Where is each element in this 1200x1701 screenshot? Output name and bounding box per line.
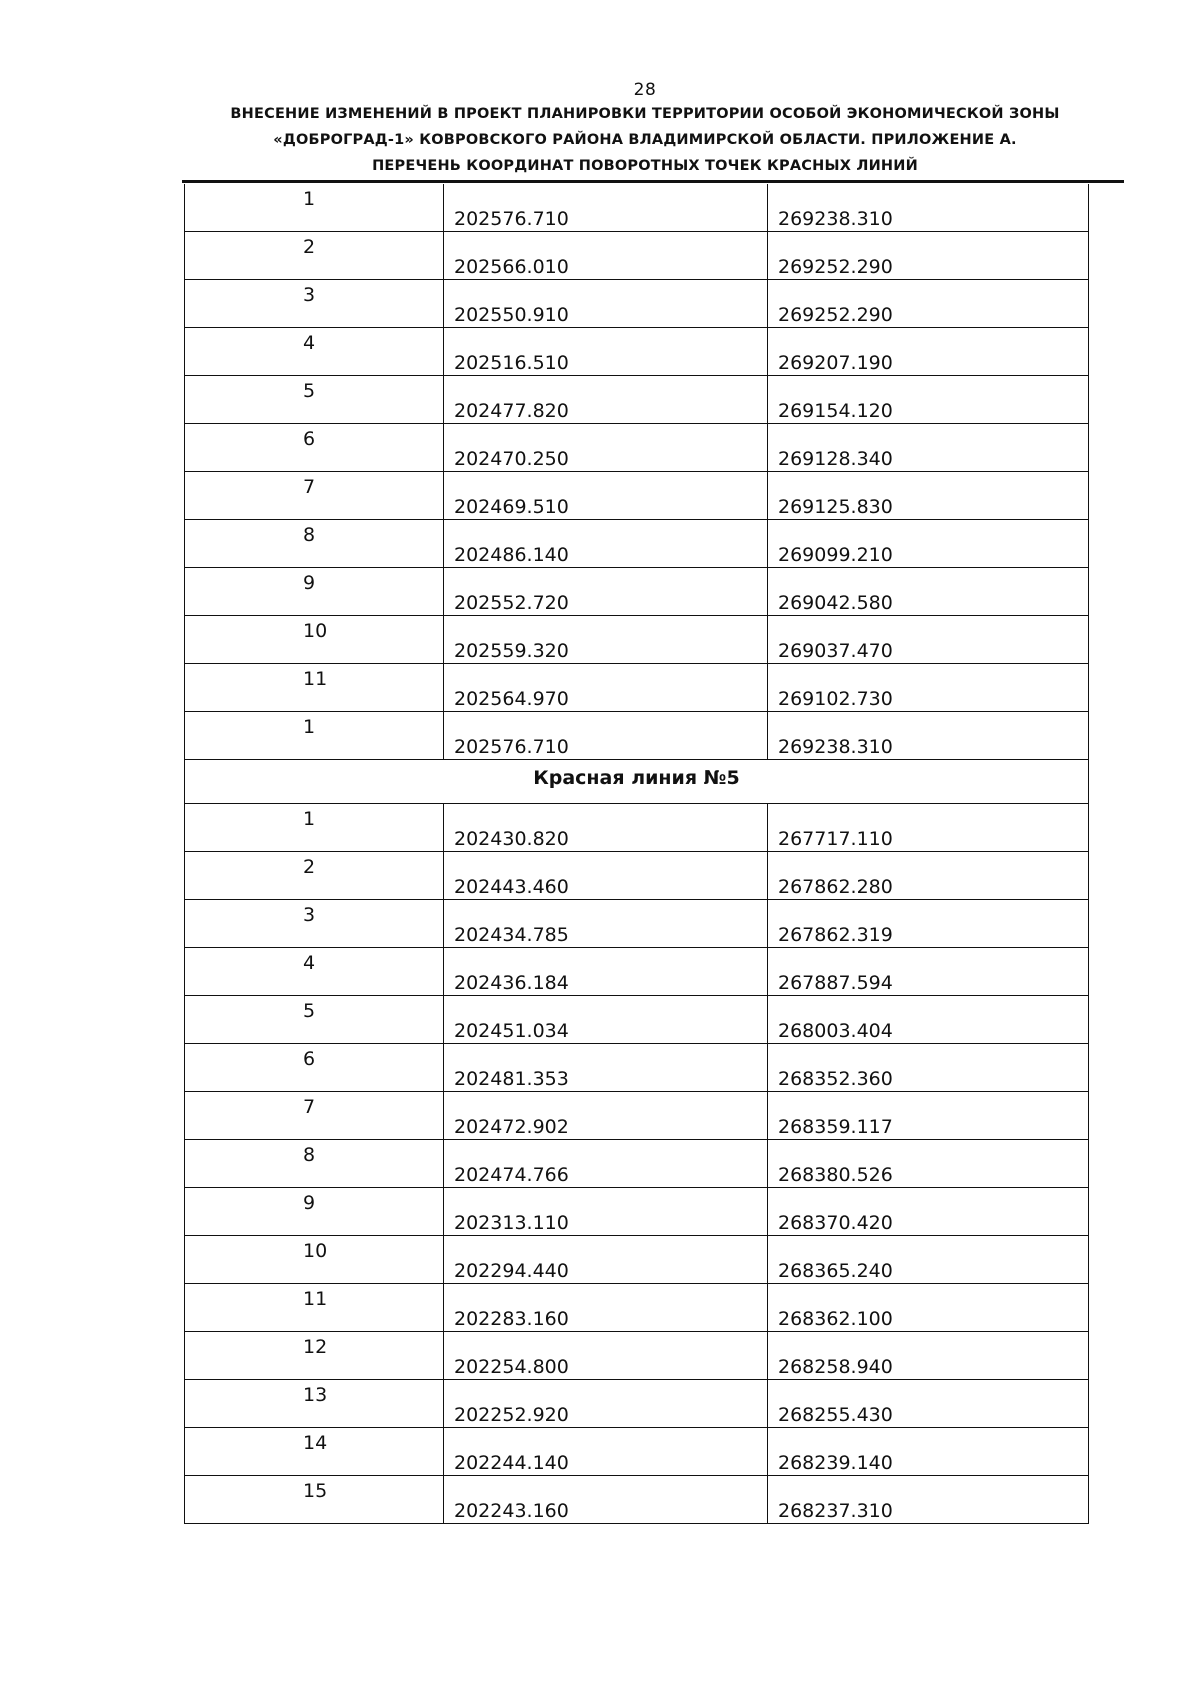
x-coordinate-cell xyxy=(443,1332,768,1379)
point-number-value: 6 xyxy=(303,1048,316,1070)
y-coordinate-value: 267862.319 xyxy=(778,924,893,946)
x-coordinate-value: 202559.320 xyxy=(454,640,569,662)
point-number-cell xyxy=(185,616,443,663)
y-coordinate-value: 268359.117 xyxy=(778,1116,893,1138)
point-number-value: 8 xyxy=(303,524,316,546)
x-coordinate-value: 202576.710 xyxy=(454,208,569,230)
point-number-value: 7 xyxy=(303,1096,316,1118)
x-coordinate-cell xyxy=(443,1140,768,1187)
table-row xyxy=(185,184,1089,232)
y-coordinate-cell xyxy=(767,328,1088,375)
y-coordinate-value: 269154.120 xyxy=(778,400,893,422)
point-number-value: 12 xyxy=(303,1336,328,1358)
x-coordinate-value: 202472.902 xyxy=(454,1116,569,1138)
y-coordinate-value: 269238.310 xyxy=(778,736,893,758)
point-number-value: 3 xyxy=(303,284,316,306)
point-number-value: 1 xyxy=(303,808,316,830)
y-coordinate-cell xyxy=(767,852,1088,899)
x-coordinate-cell xyxy=(443,664,768,711)
point-number-value: 11 xyxy=(303,1288,328,1310)
x-coordinate-value: 202243.160 xyxy=(454,1500,569,1522)
y-coordinate-cell xyxy=(767,1092,1088,1139)
point-number-value: 10 xyxy=(303,1240,328,1262)
point-number-cell xyxy=(185,1092,443,1139)
y-coordinate-value: 268380.526 xyxy=(778,1164,893,1186)
point-number-cell xyxy=(185,1236,443,1283)
y-coordinate-cell xyxy=(767,1188,1088,1235)
point-number-cell xyxy=(185,948,443,995)
point-number-value: 2 xyxy=(303,236,316,258)
table-row xyxy=(185,1332,1089,1380)
point-number-cell xyxy=(185,520,443,567)
y-coordinate-value: 269252.290 xyxy=(778,304,893,326)
point-number-value: 11 xyxy=(303,668,328,690)
point-number-value: 2 xyxy=(303,856,316,878)
y-coordinate-value: 267887.594 xyxy=(778,972,893,994)
x-coordinate-value: 202516.510 xyxy=(454,352,569,374)
y-coordinate-value: 269042.580 xyxy=(778,592,893,614)
table-row xyxy=(185,1476,1089,1524)
table-row xyxy=(185,280,1089,328)
x-coordinate-value: 202294.440 xyxy=(454,1260,569,1282)
point-number-value: 4 xyxy=(303,952,316,974)
x-coordinate-cell xyxy=(443,328,768,375)
table-row xyxy=(185,1092,1089,1140)
x-coordinate-cell xyxy=(443,232,768,279)
point-number-value: 5 xyxy=(303,380,316,402)
y-coordinate-value: 269037.470 xyxy=(778,640,893,662)
point-number-value: 6 xyxy=(303,428,316,450)
point-number-cell xyxy=(185,1044,443,1091)
x-coordinate-value: 202313.110 xyxy=(454,1212,569,1234)
x-coordinate-cell xyxy=(443,1380,768,1427)
point-number-cell xyxy=(185,1428,443,1475)
header-divider xyxy=(182,180,1124,183)
y-coordinate-value: 268255.430 xyxy=(778,1404,893,1426)
point-number-cell xyxy=(185,664,443,711)
table-row xyxy=(185,996,1089,1044)
document-title-line-3: ПЕРЕЧЕНЬ КООРДИНАТ ПОВОРОТНЫХ ТОЧЕК КРАСНЫХ ЛИНИЙ xyxy=(372,158,918,174)
table-row xyxy=(185,1236,1089,1284)
point-number-value: 5 xyxy=(303,1000,316,1022)
table-row xyxy=(185,712,1089,760)
x-coordinate-value: 202564.970 xyxy=(454,688,569,710)
point-number-cell xyxy=(185,376,443,423)
table-row xyxy=(185,1284,1089,1332)
x-coordinate-cell xyxy=(443,900,768,947)
y-coordinate-cell xyxy=(767,616,1088,663)
y-coordinate-value: 269125.830 xyxy=(778,496,893,518)
x-coordinate-cell xyxy=(443,1476,768,1523)
y-coordinate-cell xyxy=(767,1140,1088,1187)
y-coordinate-cell xyxy=(767,804,1088,851)
y-coordinate-cell xyxy=(767,996,1088,1043)
y-coordinate-cell xyxy=(767,1380,1088,1427)
point-number-cell xyxy=(185,900,443,947)
point-number-value: 1 xyxy=(303,188,316,210)
y-coordinate-value: 269128.340 xyxy=(778,448,893,470)
y-coordinate-cell xyxy=(767,664,1088,711)
coordinates-table xyxy=(184,184,1089,1524)
table-row xyxy=(185,1044,1089,1092)
x-coordinate-value: 202283.160 xyxy=(454,1308,569,1330)
point-number-cell xyxy=(185,472,443,519)
y-coordinate-value: 269238.310 xyxy=(778,208,893,230)
table-row xyxy=(185,1380,1089,1428)
page-number: 28 xyxy=(633,80,657,100)
document-title-line-2: «ДОБРОГРАД-1» КОВРОВСКОГО РАЙОНА ВЛАДИМИРСКОЙ ОБЛАСТИ. ПРИЛОЖЕНИЕ А. xyxy=(273,132,1017,148)
point-number-value: 7 xyxy=(303,476,316,498)
x-coordinate-value: 202434.785 xyxy=(454,924,569,946)
table-row xyxy=(185,232,1089,280)
x-coordinate-cell xyxy=(443,520,768,567)
y-coordinate-value: 269102.730 xyxy=(778,688,893,710)
point-number-cell xyxy=(185,1332,443,1379)
y-coordinate-cell xyxy=(767,184,1088,231)
table-row xyxy=(185,1140,1089,1188)
y-coordinate-cell xyxy=(767,1284,1088,1331)
red-line-group-1 xyxy=(185,184,1089,760)
y-coordinate-cell xyxy=(767,1236,1088,1283)
x-coordinate-cell xyxy=(443,996,768,1043)
x-coordinate-cell xyxy=(443,280,768,327)
point-number-cell xyxy=(185,1380,443,1427)
point-number-value: 4 xyxy=(303,332,316,354)
x-coordinate-cell xyxy=(443,712,768,759)
y-coordinate-cell xyxy=(767,520,1088,567)
point-number-cell xyxy=(185,1188,443,1235)
y-coordinate-value: 269099.210 xyxy=(778,544,893,566)
x-coordinate-value: 202566.010 xyxy=(454,256,569,278)
point-number-value: 15 xyxy=(303,1480,328,1502)
x-coordinate-cell xyxy=(443,1284,768,1331)
x-coordinate-cell xyxy=(443,424,768,471)
x-coordinate-value: 202436.184 xyxy=(454,972,569,994)
x-coordinate-value: 202481.353 xyxy=(454,1068,569,1090)
point-number-value: 14 xyxy=(303,1432,328,1454)
point-number-cell xyxy=(185,328,443,375)
point-number-value: 10 xyxy=(303,620,328,642)
x-coordinate-value: 202430.820 xyxy=(454,828,569,850)
x-coordinate-cell xyxy=(443,568,768,615)
table-row xyxy=(185,804,1089,852)
y-coordinate-cell xyxy=(767,376,1088,423)
x-coordinate-value: 202477.820 xyxy=(454,400,569,422)
document-title-line-1: ВНЕСЕНИЕ ИЗМЕНЕНИЙ В ПРОЕКТ ПЛАНИРОВКИ ТЕРРИТОРИИ ОСОБОЙ ЭКОНОМИЧЕСКОЙ ЗОНЫ xyxy=(230,106,1060,122)
table-row xyxy=(185,852,1089,900)
point-number-value: 9 xyxy=(303,572,316,594)
table-row xyxy=(185,328,1089,376)
x-coordinate-cell xyxy=(443,804,768,851)
y-coordinate-cell xyxy=(767,900,1088,947)
x-coordinate-value: 202470.250 xyxy=(454,448,569,470)
x-coordinate-cell xyxy=(443,376,768,423)
point-number-cell xyxy=(185,280,443,327)
x-coordinate-value: 202244.140 xyxy=(454,1452,569,1474)
x-coordinate-cell xyxy=(443,616,768,663)
table-row xyxy=(185,664,1089,712)
x-coordinate-cell xyxy=(443,1044,768,1091)
y-coordinate-value: 268365.240 xyxy=(778,1260,893,1282)
x-coordinate-cell xyxy=(443,184,768,231)
point-number-cell xyxy=(185,184,443,231)
x-coordinate-value: 202474.766 xyxy=(454,1164,569,1186)
y-coordinate-value: 267862.280 xyxy=(778,876,893,898)
point-number-value: 8 xyxy=(303,1144,316,1166)
table-row xyxy=(185,424,1089,472)
x-coordinate-value: 202486.140 xyxy=(454,544,569,566)
x-coordinate-value: 202254.800 xyxy=(454,1356,569,1378)
x-coordinate-cell xyxy=(443,852,768,899)
table-row xyxy=(185,568,1089,616)
y-coordinate-value: 268239.140 xyxy=(778,1452,893,1474)
y-coordinate-cell xyxy=(767,948,1088,995)
y-coordinate-value: 268258.940 xyxy=(778,1356,893,1378)
table-row xyxy=(185,616,1089,664)
x-coordinate-cell xyxy=(443,1188,768,1235)
y-coordinate-cell xyxy=(767,472,1088,519)
point-number-cell xyxy=(185,1284,443,1331)
red-line-group-5 xyxy=(185,804,1089,1524)
y-coordinate-value: 268370.420 xyxy=(778,1212,893,1234)
table-row xyxy=(185,948,1089,996)
point-number-cell xyxy=(185,712,443,759)
x-coordinate-value: 202252.920 xyxy=(454,1404,569,1426)
table-row xyxy=(185,520,1089,568)
point-number-value: 1 xyxy=(303,716,316,738)
y-coordinate-cell xyxy=(767,1332,1088,1379)
x-coordinate-value: 202451.034 xyxy=(454,1020,569,1042)
x-coordinate-cell xyxy=(443,948,768,995)
table-row xyxy=(185,376,1089,424)
y-coordinate-value: 267717.110 xyxy=(778,828,893,850)
x-coordinate-cell xyxy=(443,1428,768,1475)
y-coordinate-cell xyxy=(767,568,1088,615)
point-number-value: 13 xyxy=(303,1384,328,1406)
y-coordinate-value: 268003.404 xyxy=(778,1020,893,1042)
x-coordinate-value: 202576.710 xyxy=(454,736,569,758)
y-coordinate-cell xyxy=(767,1044,1088,1091)
x-coordinate-cell xyxy=(443,472,768,519)
y-coordinate-cell xyxy=(767,1476,1088,1523)
x-coordinate-cell xyxy=(443,1092,768,1139)
x-coordinate-value: 202550.910 xyxy=(454,304,569,326)
x-coordinate-value: 202469.510 xyxy=(454,496,569,518)
point-number-cell xyxy=(185,804,443,851)
y-coordinate-cell xyxy=(767,424,1088,471)
point-number-cell xyxy=(185,568,443,615)
table-row xyxy=(185,1188,1089,1236)
point-number-cell xyxy=(185,232,443,279)
y-coordinate-value: 268362.100 xyxy=(778,1308,893,1330)
y-coordinate-value: 268237.310 xyxy=(778,1500,893,1522)
y-coordinate-cell xyxy=(767,712,1088,759)
point-number-cell xyxy=(185,996,443,1043)
point-number-cell xyxy=(185,424,443,471)
y-coordinate-cell xyxy=(767,232,1088,279)
point-number-value: 9 xyxy=(303,1192,316,1214)
y-coordinate-value: 269252.290 xyxy=(778,256,893,278)
y-coordinate-cell xyxy=(767,280,1088,327)
section-heading-red-line-5: Красная линия №5 xyxy=(185,760,1089,804)
x-coordinate-cell xyxy=(443,1236,768,1283)
point-number-cell xyxy=(185,852,443,899)
x-coordinate-value: 202552.720 xyxy=(454,592,569,614)
table-row xyxy=(185,472,1089,520)
y-coordinate-value: 268352.360 xyxy=(778,1068,893,1090)
point-number-cell xyxy=(185,1140,443,1187)
table-row xyxy=(185,1428,1089,1476)
table-row xyxy=(185,900,1089,948)
point-number-cell xyxy=(185,1476,443,1523)
point-number-value: 3 xyxy=(303,904,316,926)
y-coordinate-cell xyxy=(767,1428,1088,1475)
x-coordinate-value: 202443.460 xyxy=(454,876,569,898)
y-coordinate-value: 269207.190 xyxy=(778,352,893,374)
